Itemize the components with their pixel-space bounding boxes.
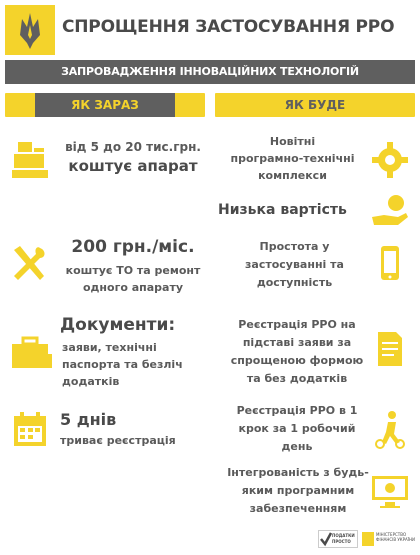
- left-item-4-line2: триває реєстрація: [60, 434, 176, 447]
- left-item-2-line3: одного апарату: [82, 281, 184, 294]
- right-item-3-line3: доступність: [256, 276, 333, 289]
- ministry-emblem: [362, 532, 374, 546]
- left-item-2-line1: 200 грн./міс.: [71, 237, 195, 257]
- hand-coin-icon: [370, 193, 410, 229]
- page-title: СПРОЩЕННЯ ЗАСТОСУВАННЯ РРО: [62, 17, 395, 37]
- right-item-6-line2: яким програмним: [241, 484, 355, 497]
- footer-right-logo-text: МІНІСТЕРСТВО ФІНАНСІВ УКРАЇНИ: [376, 532, 415, 542]
- right-item-2-line1: Низька вартість: [218, 202, 347, 218]
- left-item-2-line2: коштує ТО та ремонт: [65, 264, 201, 277]
- calendar-icon: [10, 410, 50, 450]
- logo-box: [5, 5, 55, 55]
- right-item-4-line1: Реєстрація РРО на: [238, 318, 356, 331]
- right-item-5-line1: Реєстрація РРО в 1: [236, 404, 358, 417]
- right-item-5-line3: день: [281, 440, 313, 453]
- footer-left-logo-text: ПОДАТКИ ПРОСТО: [332, 533, 355, 544]
- left-item-3-line2: заяви, технічні: [62, 341, 157, 354]
- right-item-1-line1: Новітні: [269, 135, 316, 148]
- briefcase-icon: [10, 332, 54, 372]
- tools-icon: [10, 244, 48, 284]
- right-item-1-line3: комплекси: [258, 169, 327, 182]
- left-item-4-line1: 5 днів: [60, 410, 117, 429]
- running-person-icon: [372, 410, 408, 450]
- left-item-3-line3: паспорта та безліч: [62, 358, 183, 371]
- monitor-gear-icon: [370, 474, 410, 510]
- right-column-header: [215, 93, 415, 117]
- right-item-3-line2: застосуванні та: [245, 258, 344, 271]
- gear-icon: [370, 140, 410, 180]
- cash-register-icon: [10, 140, 52, 180]
- checkmark-icon: [320, 531, 332, 547]
- right-item-4-line2: підставі заяви за: [242, 336, 352, 349]
- trident-icon: [5, 5, 55, 55]
- left-column-header: [5, 93, 205, 117]
- right-item-4-line3: спрощеною формою: [230, 354, 364, 367]
- right-item-1-line2: програмно-технічні: [230, 152, 355, 165]
- left-column-title: ЯК ЗАРАЗ: [35, 93, 175, 117]
- footer-right-logo: [362, 530, 416, 548]
- right-item-3-line1: Простота у: [259, 240, 330, 253]
- page-subtitle: ЗАПРОВАДЖЕННЯ ІННОВАЦІЙНИХ ТЕХНОЛОГІЙ: [61, 65, 359, 78]
- right-item-6-line1: Інтегрованість з будь-: [227, 466, 369, 479]
- left-item-3-line1: Документи:: [60, 315, 176, 335]
- right-item-4-line4: та без додатків: [246, 372, 348, 385]
- left-item-1-line1: від 5 до 20 тис.грн.: [65, 140, 201, 154]
- right-column-title: ЯК БУДЕ: [245, 93, 385, 117]
- left-item-3-line4: додатків: [62, 375, 120, 388]
- right-item-5-line2: крок за 1 робочий: [238, 422, 356, 435]
- smartphone-icon: [378, 244, 402, 284]
- footer-left-logo: [318, 530, 358, 548]
- document-icon: [374, 330, 406, 368]
- left-item-1-line2: коштує апарат: [68, 157, 198, 175]
- right-item-6-line3: забезпеченням: [249, 502, 347, 515]
